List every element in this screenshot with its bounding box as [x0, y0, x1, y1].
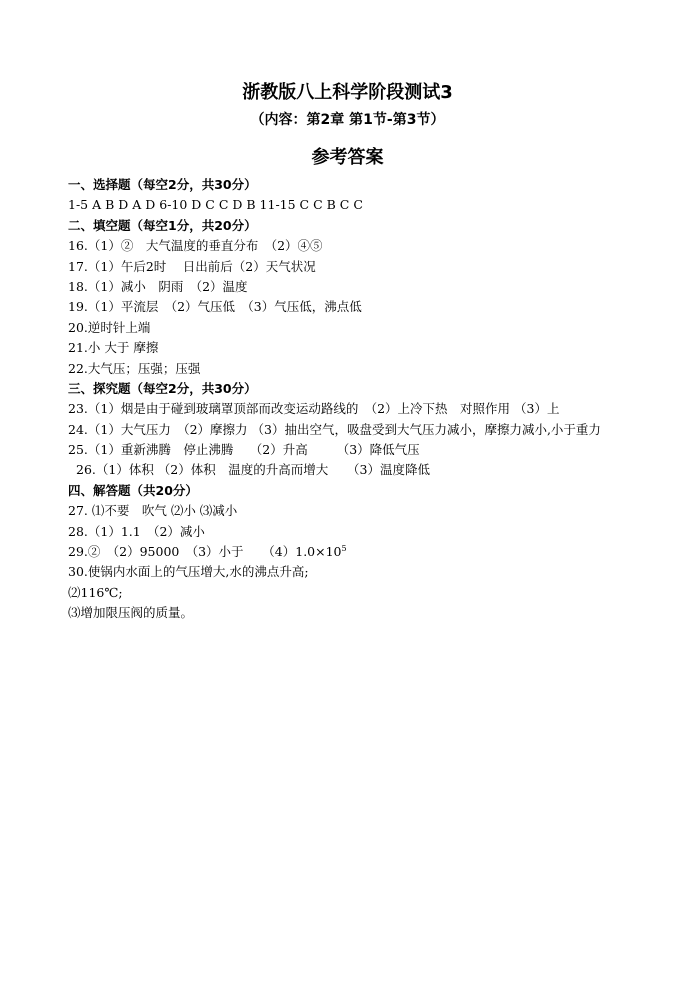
section-heading-inquiry: 三、探究题（每空2分，共30分）: [68, 380, 257, 396]
answer-1-15: 1-5 A B D A D 6-10 D C C D B 11-15 C C B C C: [68, 197, 363, 213]
document-title: 浙教版八上科学阶段测试3: [242, 82, 453, 103]
answer-17: 17.（1）午后2时 日出前后（2）天气状况: [68, 258, 316, 274]
section-heading-solve: 四、解答题（共20分）: [68, 482, 198, 498]
answer-28: 28.（1）1.1 （2）减小: [68, 523, 205, 539]
answer-19: 19.（1）平流层 （2）气压低 （3）气压低，沸点低: [68, 299, 362, 315]
answer-27: 27. ⑴不要 吹气 ⑵小 ⑶减小: [68, 503, 238, 519]
answer-20: 20.逆时针上端: [68, 319, 151, 335]
answer-content: [68, 175, 668, 624]
answer-30-part3: ⑶增加限压阀的质量。: [68, 605, 194, 621]
answer-23: 23.（1）烟是由于碰到玻璃罩顶部而改变运动路线的 （2）上冷下热 对照作用 （3）上: [68, 401, 560, 417]
answer-16: 16.（1）② 大气温度的垂直分布 （2）④⑤: [68, 238, 323, 254]
answer-29-exponent: 5: [341, 543, 347, 553]
section-heading-choice: 一、选择题（每空2分，共30分）: [68, 177, 257, 192]
answer-18: 18.（1）减小 阴雨 （2）温度: [68, 278, 248, 294]
answer-30-part2: ⑵116℃;: [68, 584, 123, 600]
answer-25: 25.（1）重新沸腾 停止沸腾 （2）升高 （3）降低气压: [68, 442, 420, 458]
answer-21: 21.小 大于 摩擦: [68, 340, 159, 356]
answer-26: 26.（1）体积 （2）体积 温度的升高而增大 （3）温度降低: [76, 462, 430, 478]
answer-22: 22.大气压；压强；压强: [68, 360, 201, 376]
answer-24: 24.（1）大气压力 （2）摩擦力 （3）抽出空气，吸盘受到大气压力减小，摩擦力减小,小于重力: [68, 421, 601, 437]
answer-30-part1: 30.使锅内水面上的气压增大,水的沸点升高;: [68, 564, 309, 580]
answer-key-title: 参考答案: [311, 147, 384, 168]
document-subtitle: （内容：第2章 第1节-第3节）: [250, 112, 445, 128]
answer-29-text: 29.② （2）95000 （3）小于 （4）1.0×10: [68, 544, 342, 560]
answer-29: [68, 542, 668, 562]
section-heading-fill: 二、填空题（每空1分，共20分）: [68, 217, 257, 233]
